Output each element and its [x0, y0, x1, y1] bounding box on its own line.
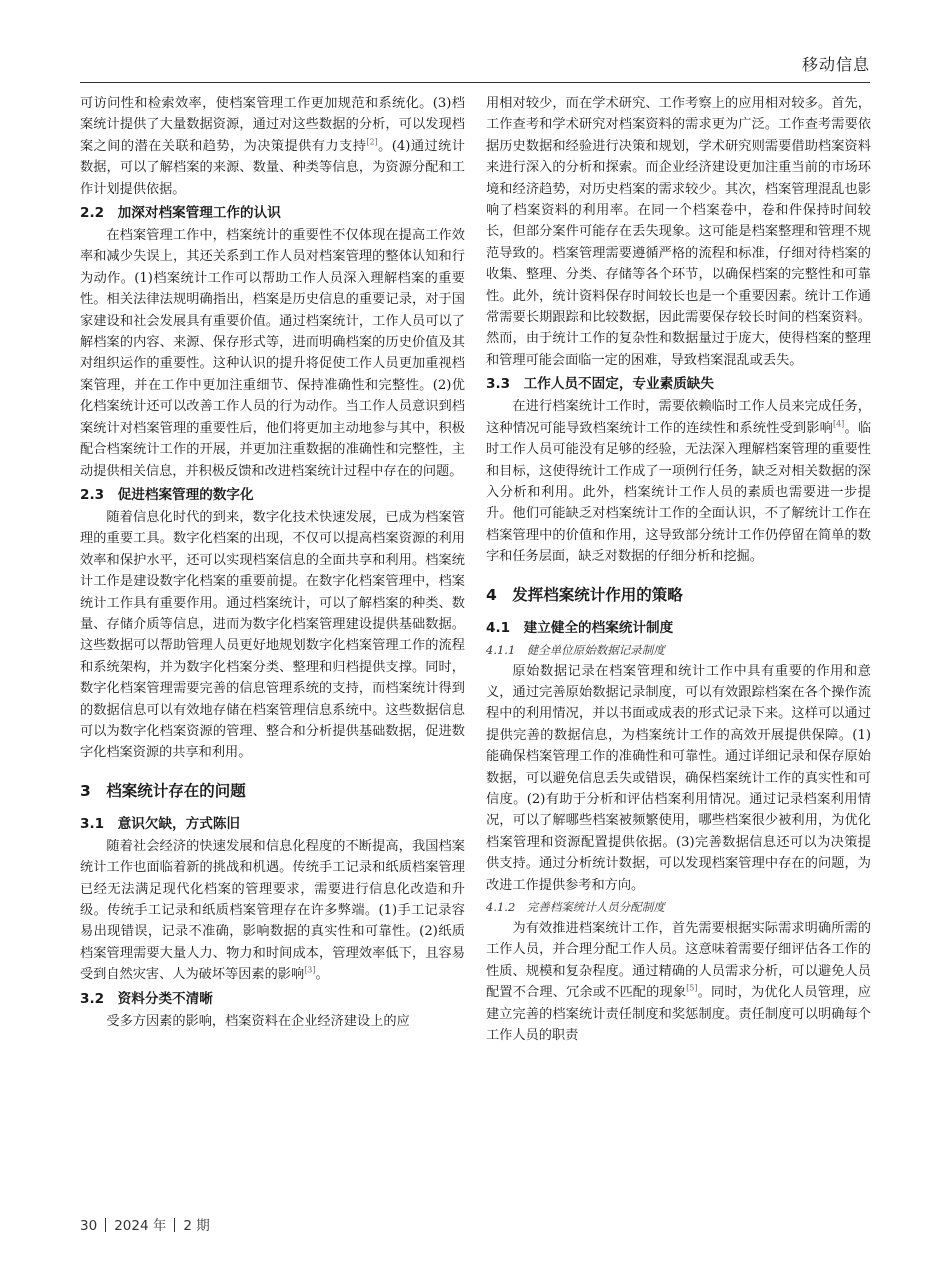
citation: [3] [304, 965, 316, 975]
section-heading-4: 4 发挥档案统计作用的策略 [486, 585, 683, 604]
citation: [4] [832, 419, 845, 429]
section-heading-3-1: 3.1 意识欠缺，方式陈旧 [80, 815, 241, 832]
page-footer [80, 1214, 210, 1234]
paragraph: 可访问性和检索效率，使档案管理工作更加规范和系统化。(3)档案统计提供了大量数据资源，通过对这些数据的分析，可以发现档案之间的潜在关联和趋势，为决策提供有力支持[2]。(4)通过统计数据，可以了解档案的来源、数量、种类等信息，为资源分配和工作计划提供依据。 [80, 96, 465, 197]
right-column [486, 93, 871, 1046]
paragraph: 为有效推进档案统计工作，首先需要根据实际需求明确所需的工作人员，并合理分配工作人员。这意味着需要仔细评估各工作的性质、规模和复杂程度。通过精确的人员需求分析，可以避免人员配置不合理、冗余或不匹配的现象[5]。同时，为优化人员管理，应建立完善的档案统计责任制度和奖惩制度。责任制度可以明确每个工作人员的职责 [486, 921, 871, 1044]
paragraph: 在档案管理工作中，档案统计的重要性不仅体现在提高工作效率和减少失误上，其还关系到工作人员对档案管理的整体认知和行为动作。(1)档案统计工作可以帮助工作人员深入理解档案的重要性。相关法律法规明确指出，档案是历史信息的重要记录，对于国家建设和社会发展具有重要价值。通过档案统计，工作人员可以了解档案的内容、来源、保存形式等，进而明确档案的历史价值及其对组织运作的重要性。这种认识的提升将促使工作人员更加重视档案管理，并在工作中更加注重细节、保持准确性和完整性。(2)优化档案统计还可以改善工作人员的行为动作。当工作人员意识到档案统计对档案管理的重要性后，他们将更加主动地参与其中，积极配合档案统计工作的开展，并更加注重数据的准确性和完整性，主动提供相关信息，并积极反馈和改进档案统计过程中存在的问题。 [80, 228, 465, 479]
divider [174, 1218, 175, 1232]
paragraph: 随着社会经济的快速发展和信息化程度的不断提高，我国档案统计工作也面临着新的挑战和机遇。传统手工记录和纸质档案管理已经无法满足现代化档案的管理要求，需要进行信息化改造和升级。传统手工记录和纸质档案管理存在许多弊端。(1)手工记录容易出现错误，记录不准确，影响数据的真实性和可靠性。(2)纸质档案管理需要大量人力、物力和时间成本，管理效率低下，且容易受到自然灾害、人为破坏等因素的影响[3]。 [80, 838, 465, 983]
section-heading-2-3: 2.3 促进档案管理的数字化 [80, 486, 254, 503]
paragraph: 受多方因素的影响，档案资料在企业经济建设上的应 [106, 1013, 410, 1029]
section-heading-2-2: 2.2 加深对档案管理工作的认识 [80, 205, 281, 222]
divider [105, 1218, 106, 1232]
section-heading-3-3: 3.3 工作人员不固定，专业素质缺失 [486, 376, 714, 393]
section-heading-4-1-2: 4.1.2 完善档案统计人员分配制度 [486, 900, 665, 914]
left-column [80, 93, 465, 1032]
section-heading-4-1-1: 4.1.1 健全单位原始数据记录制度 [486, 642, 665, 657]
issue-year: 2024 年 [114, 1218, 167, 1234]
page-number: 30 [80, 1218, 98, 1234]
section-heading-4-1: 4.1 建立健全的档案统计制度 [486, 619, 674, 636]
section-heading-3-2: 3.2 资料分类不清晰 [80, 990, 213, 1007]
citation: [5] [686, 983, 698, 993]
section-heading-3: 3 档案统计存在的问题 [80, 781, 246, 800]
header-rule [80, 82, 870, 83]
issue-number: 2 期 [183, 1218, 210, 1234]
paragraph: 在进行档案统计工作时，需要依赖临时工作人员来完成任务，这种情况可能导致档案统计工作的连续性和系统性受到影响[4]。临时工作人员可能没有足够的经验，无法深入理解档案管理的重要性和目标，这使得统计工作成了一项例行任务，缺乏对相关数据的深入分析和利用。此外，档案统计工作人员的素质也需要进一步提升。他们可能缺乏对档案统计工作的全面认识，不了解统计工作在档案管理中的价值和作用，这导致部分统计工作仍停留在简单的数字和任务层面，缺乏对数据的仔细分析和挖掘。 [486, 399, 872, 565]
paragraph: 原始数据记录在档案管理和统计工作中具有重要的作用和意义，通过完善原始数据记录制度，可以有效跟踪档案在各个操作流程中的利用情况，并以书面或成表的形式记录下来。这样可以通过提供完善的数据信息，为档案统计工作的高效开展提供保障。(1)能确保档案管理工作的准确性和可靠性。通过详细记录和保存原始数据，可以避免信息丢失或错误，确保档案统计工作的真实性和可信度。(2)有助于分析和评估档案利用情况。通过记录档案利用情况，可以了解哪些档案被频繁使用，哪些档案很少被利用，为优化档案管理和资源配置提供依据。(3)完善数据信息还可以为决策提供支持。通过分析统计数据，可以发现档案管理中存在的问题，为改进工作提供参考和方向。 [486, 663, 871, 893]
paragraph: 用相对较少，而在学术研究、工作考察上的应用相对较多。首先，工作查考和学术研究对档案资料的需求更为广泛。工作查考需要依据历史数据和经验进行决策和规划，学术研究则需要借助档案资料来进行深入的分析和探索。而企业经济建设更加注重当前的市场环境和经济趋势，对历史档案的需求较少。其次，档案管理混乱也影响了档案资料的利用率。在同一个档案卷中，卷和件保持时间较长，但部分案件可能存在丢失现象。这可能是档案整理和管理不规范导致的。档案管理需要遵循严格的流程和标准，仔细对待档案的收集、整理、分类、存储等各个环节，以确保档案的完整性和可靠性。此外，统计资料保存时间较长也是一个重要因素。统计工作通常需要长期跟踪和比较数据，因此需要保存较长时间的档案资料。然而，由于统计工作的复杂性和数据量过于庞大，使得档案的整理和管理可能会面临一定的困难，导致档案混乱或丢失。 [486, 96, 871, 368]
paragraph: 随着信息化时代的到来，数字化技术快速发展，已成为档案管理的重要工具。数字化档案的出现，不仅可以提高档案资源的利用效率和保护水平，还可以实现档案信息的全面共享和利用。档案统计工作是建设数字化档案的重要前提。在数字化档案管理中，档案统计工作具有重要作用。通过档案统计，可以了解档案的种类、数量、存储介质等信息，进而为数字化档案管理建设提供基础数据。这些数据可以帮助管理人员更好地规划数字化档案管理工作的流程和系统架构，并为数字化档案分类、整理和归档提供支撑。同时，数字化档案管理需要完善的信息管理系统的支持，而档案统计得到的数据信息可以有效地存储在档案管理信息系统中。这些数据信息可以为数字化档案资源的管理、整合和分析提供基础数据，促进数字化档案资源的共享和利用。 [80, 509, 465, 761]
journal-name: 移动信息 [801, 55, 870, 74]
citation: [2] [366, 137, 378, 147]
